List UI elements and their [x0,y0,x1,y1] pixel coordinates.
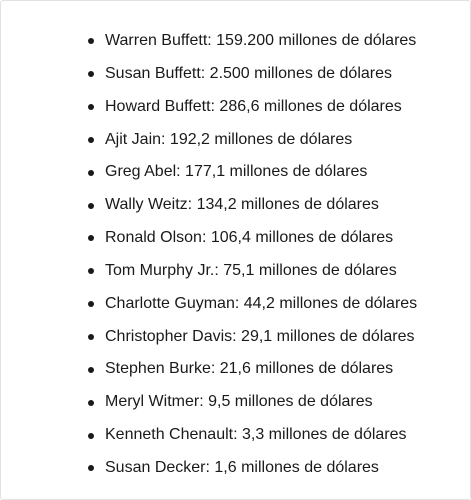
list-item [1,189,470,222]
list-item [1,321,470,354]
list-item [1,124,470,157]
list-item-text: Susan Buffett: 2.500 millones de dólares [105,64,392,82]
bullet-icon [88,334,94,340]
list-item-text: Howard Buffett: 286,6 millones de dólares [105,97,402,115]
bullet-icon [88,235,94,241]
list-item-text: Warren Buffett: 159.200 millones de dólares [105,32,417,49]
list-item [1,91,470,124]
list-item [1,222,470,255]
list-item-text: Ajit Jain: 192,2 millones de dólares [105,130,353,148]
list-item-text: Christopher Davis: 29,1 millones de dólares [105,327,415,345]
list-item-text: Stephen Burke: 21,6 millones de dólares [105,360,394,378]
bullet-icon [88,104,94,110]
bullet-icon [88,170,94,176]
bullet-icon [88,71,94,77]
bullet-icon [88,137,94,143]
list-item [1,353,470,386]
list-item-text: Meryl Witmer: 9,5 millones de dólares [105,393,373,411]
list-item [1,255,470,288]
net-worth-list [1,25,470,485]
list-item [1,25,470,58]
list-item-text: Ronald Olson: 106,4 millones de dólares [105,229,394,247]
bullet-icon [88,367,94,373]
bullet-icon [88,433,94,439]
bullet-icon [88,301,94,307]
list-item-text: Wally Weitz: 134,2 millones de dólares [105,196,379,214]
bullet-icon [88,203,94,209]
list-item [1,58,470,91]
bullet-icon [88,465,94,471]
bullet-icon [88,38,94,44]
list-item-text: Kenneth Chenault: 3,3 millones de dólares [105,426,407,444]
list-item-text: Tom Murphy Jr.: 75,1 millones de dólares [105,261,397,279]
list-item [1,386,470,419]
list-item [1,452,470,485]
list-item [1,288,470,321]
list-item-text: Greg Abel: 177,1 millones de dólares [105,163,368,181]
list-item [1,419,470,452]
list-item [1,156,470,189]
bullet-icon [88,268,94,274]
list-item-text: Charlotte Guyman: 44,2 millones de dólares [105,294,418,312]
list-item-text: Susan Decker: 1,6 millones de dólares [105,458,379,476]
bullet-icon [88,400,94,406]
